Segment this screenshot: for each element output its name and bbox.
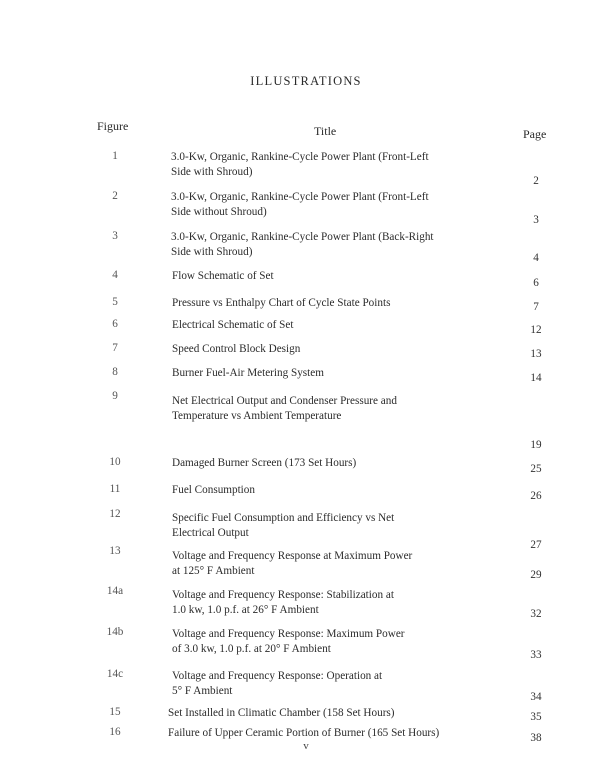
figure-title: 3.0-Kw, Organic, Rankine-Cycle Power Plant (Front-Left Side without Shroud): [171, 191, 429, 218]
figure-page: 4: [533, 252, 539, 264]
figure-title: Damaged Burner Screen (173 Set Hours): [172, 457, 357, 469]
page-heading: ILLUSTRATIONS: [250, 74, 362, 88]
figure-page: 32: [530, 608, 542, 620]
figure-number: 3: [112, 230, 118, 242]
figure-number: 14c: [106, 668, 124, 680]
column-header-page: Page: [523, 127, 547, 141]
figure-title: Flow Schematic of Set: [172, 270, 274, 282]
figure-title: Voltage and Frequency Response at Maximum Power at 125° F Ambient: [172, 550, 413, 577]
figure-page: 6: [533, 277, 539, 289]
figure-number: 13: [109, 545, 121, 557]
figure-number: 14b: [106, 626, 124, 638]
figure-page: 12: [530, 324, 542, 336]
figure-number: 1: [112, 150, 118, 162]
figure-page: 38: [530, 732, 542, 744]
figure-number: 4: [112, 269, 118, 281]
figure-number: 14a: [106, 585, 124, 597]
column-header-title: Title: [314, 124, 337, 138]
figure-title: Net Electrical Output and Condenser Pressure and Temperature vs Ambient Temperature: [172, 395, 397, 422]
figure-page: 26: [530, 490, 542, 502]
figure-number: 16: [109, 726, 121, 738]
figure-title: Voltage and Frequency Response: Operation at 5° F Ambient: [172, 670, 383, 697]
page-number-footer: v: [303, 740, 309, 752]
figure-title: 3.0-Kw, Organic, Rankine-Cycle Power Plant (Front-Left Side with Shroud): [171, 151, 429, 178]
figure-number: 15: [109, 706, 121, 718]
figure-page: 19: [530, 439, 542, 451]
figure-title: Specific Fuel Consumption and Efficiency vs Net Electrical Output: [172, 512, 395, 539]
figure-page: 7: [533, 301, 539, 313]
figure-page: 34: [530, 691, 542, 703]
figure-title: Fuel Consumption: [172, 484, 255, 496]
figure-page: 33: [530, 649, 542, 661]
figure-number: 5: [112, 296, 118, 308]
column-header-figure: Figure: [97, 119, 129, 133]
figure-number: 11: [109, 483, 121, 495]
figure-page: 13: [530, 348, 542, 360]
figure-page: 35: [530, 711, 542, 723]
figure-title: Electrical Schematic of Set: [172, 319, 294, 331]
figure-number: 2: [112, 190, 118, 202]
figure-title: Speed Control Block Design: [172, 343, 301, 355]
figure-title: Burner Fuel-Air Metering System: [172, 367, 324, 379]
figure-title: Voltage and Frequency Response: Maximum Power of 3.0 kw, 1.0 p.f. at 20° F Ambient: [172, 628, 405, 655]
figure-page: 3: [533, 214, 539, 226]
figure-page: 27: [530, 539, 542, 551]
figure-title: Voltage and Frequency Response: Stabilization at 1.0 kw, 1.0 p.f. at 26° F Ambient: [172, 589, 394, 616]
figure-title: 3.0-Kw, Organic, Rankine-Cycle Power Plant (Back-Right Side with Shroud): [171, 231, 434, 258]
figure-title: Pressure vs Enthalpy Chart of Cycle State Points: [172, 297, 391, 309]
figure-page: 14: [530, 372, 542, 384]
figure-number: 10: [109, 456, 121, 468]
figure-number: 7: [112, 342, 118, 354]
figure-title: Set Installed in Climatic Chamber (158 Set Hours): [168, 707, 395, 719]
figure-title: Failure of Upper Ceramic Portion of Burner (165 Set Hours): [168, 727, 440, 739]
figure-number: 12: [109, 508, 121, 520]
figure-page: 25: [530, 463, 542, 475]
figure-page: 2: [533, 175, 539, 187]
figure-number: 6: [112, 318, 118, 330]
figure-page: 29: [530, 569, 542, 581]
figure-number: 8: [112, 366, 118, 378]
figure-number: 9: [112, 390, 118, 402]
